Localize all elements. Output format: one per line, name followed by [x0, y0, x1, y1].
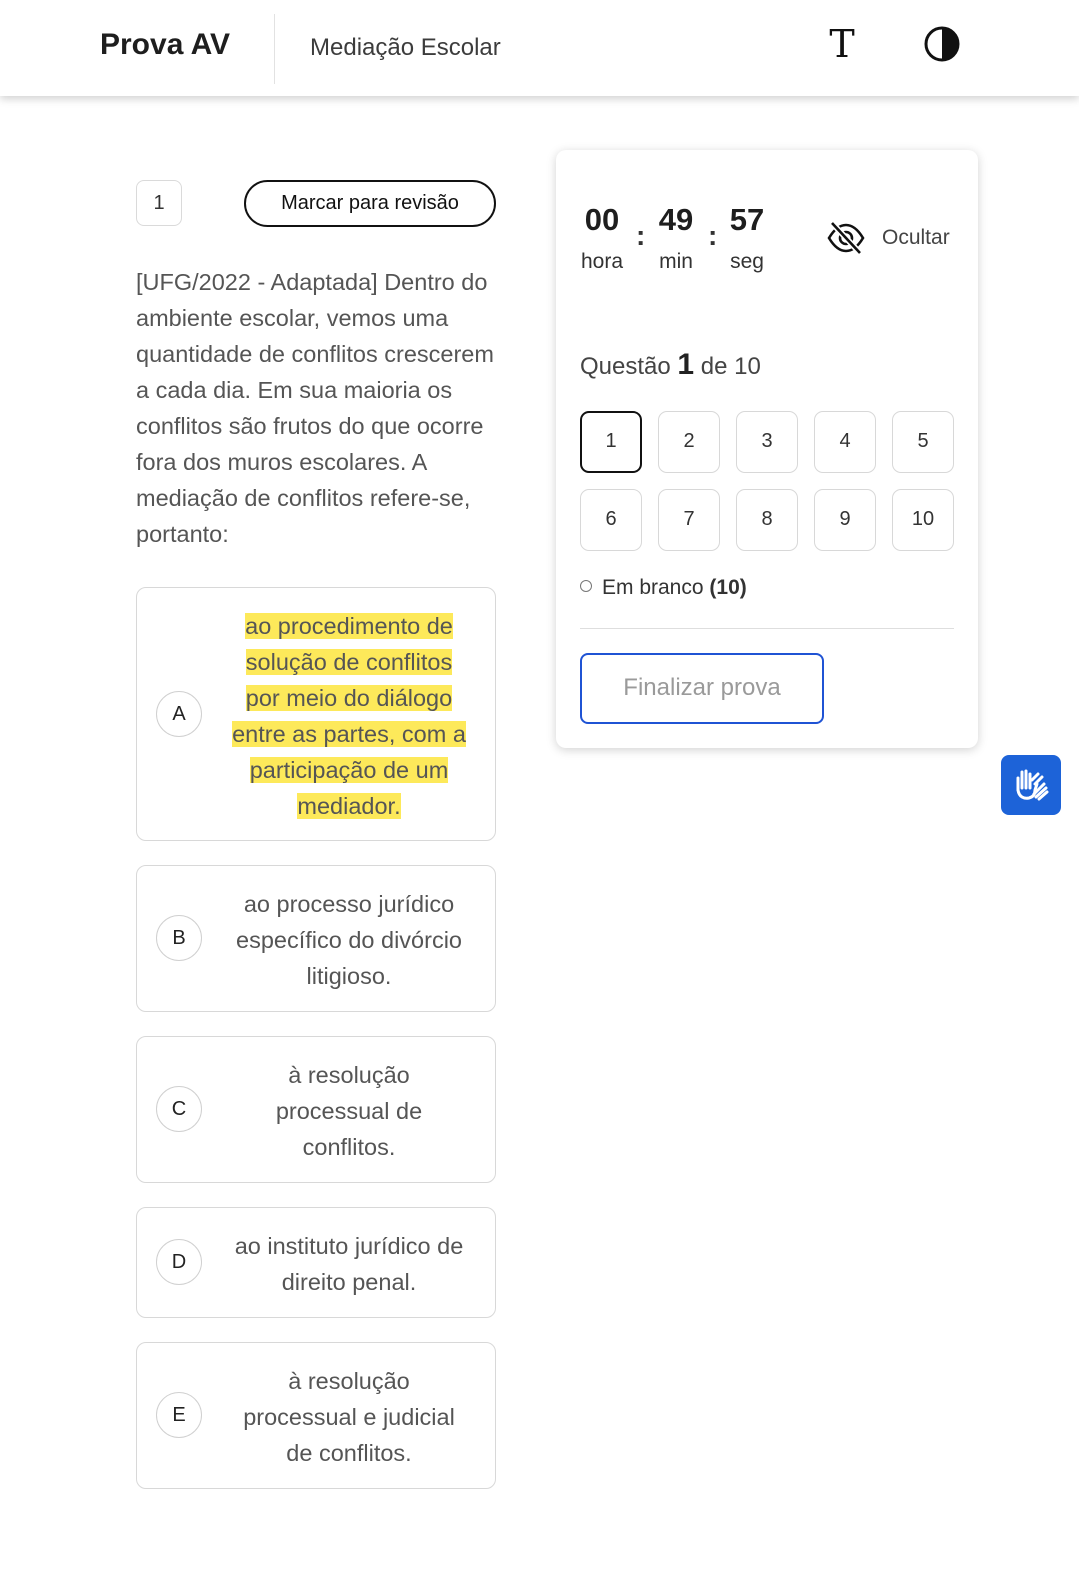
counter-middle: de: [700, 353, 728, 380]
option-line: participação de um: [249, 757, 449, 783]
counter-current: 1: [677, 348, 695, 381]
exam-side-panel: [556, 150, 978, 748]
option-line: conflitos.: [302, 1134, 396, 1160]
sign-language-button[interactable]: [1001, 755, 1061, 815]
option-line: à resolução: [288, 1368, 410, 1394]
course-title: Mediação Escolar: [310, 34, 501, 61]
question-nav-3[interactable]: 3: [736, 411, 798, 473]
question-nav-10[interactable]: 10: [892, 489, 954, 551]
option-letter: D: [156, 1239, 202, 1285]
option-line: entre as partes, com a: [232, 721, 466, 747]
option-text: [217, 1057, 481, 1165]
brand-title: Prova AV: [100, 28, 231, 61]
hide-timer-label: Ocultar: [882, 226, 950, 249]
question-nav-9[interactable]: 9: [814, 489, 876, 551]
counter-total: 10: [734, 353, 761, 380]
option-line: ao procedimento de: [245, 613, 453, 639]
blank-status-icon: [580, 580, 592, 592]
option-b[interactable]: [136, 865, 496, 1012]
timer-seconds-label: seg: [730, 250, 764, 273]
option-text: [217, 608, 481, 824]
option-line: processual e judicial: [243, 1404, 455, 1430]
option-line: direito penal.: [281, 1269, 417, 1295]
eye-off-icon: [826, 218, 866, 263]
finish-exam-button[interactable]: Finalizar prova: [580, 653, 824, 724]
question-nav-1[interactable]: 1: [580, 411, 642, 473]
top-bar: [0, 0, 1079, 96]
question-nav-8[interactable]: 8: [736, 489, 798, 551]
option-letter: E: [156, 1392, 202, 1438]
header-divider: [274, 14, 275, 84]
font-size-icon[interactable]: T: [829, 22, 855, 66]
question-counter: [580, 348, 761, 382]
option-line: de conflitos.: [286, 1440, 412, 1466]
option-a[interactable]: [136, 587, 496, 841]
question-text: [UFG/2022 - Adaptada] Dentro do ambiente escolar, vemos uma quantidade de conflitos crescerem a cada dia. Em sua maioria os conflitos são frutos do que ocorre fora dos muros escolares. A mediação de conflitos refere-se, portanto:: [136, 269, 494, 547]
option-letter: C: [156, 1086, 202, 1132]
timer-separator: :: [636, 220, 646, 251]
sign-language-hands-icon: [1010, 764, 1052, 811]
option-line: por meio do diálogo: [245, 685, 453, 711]
option-letter: B: [156, 915, 202, 961]
timer-hours-label: hora: [580, 250, 624, 273]
legend-count: (10): [709, 576, 747, 599]
question-nav-2[interactable]: 2: [658, 411, 720, 473]
option-line: à resolução: [288, 1062, 410, 1088]
timer-separator: :: [708, 220, 718, 251]
option-text: [217, 1363, 481, 1471]
timer-minutes-label: min: [659, 250, 693, 273]
option-line: processual de: [275, 1098, 423, 1124]
question-number: 1: [136, 180, 182, 226]
option-c[interactable]: [136, 1036, 496, 1183]
option-letter: A: [156, 691, 202, 737]
option-line: litigioso.: [306, 963, 392, 989]
question-nav-6[interactable]: 6: [580, 489, 642, 551]
question-nav-5[interactable]: 5: [892, 411, 954, 473]
option-text: [217, 1228, 481, 1300]
option-line: ao instituto jurídico de: [234, 1233, 464, 1259]
option-d[interactable]: [136, 1207, 496, 1318]
question-nav-7[interactable]: 7: [658, 489, 720, 551]
option-line: específico do divórcio: [236, 927, 462, 953]
blank-legend: [580, 576, 747, 600]
mark-for-review-button[interactable]: Marcar para revisão: [244, 180, 496, 227]
option-text: [217, 886, 481, 994]
hide-timer-button[interactable]: [826, 216, 966, 260]
option-e[interactable]: [136, 1342, 496, 1489]
timer-hours: 00: [584, 202, 620, 237]
legend-label: Em branco: [602, 576, 704, 599]
question-nav-4[interactable]: 4: [814, 411, 876, 473]
counter-prefix: Questão: [580, 353, 671, 380]
option-line: ao processo jurídico: [243, 891, 455, 917]
contrast-icon[interactable]: [922, 24, 962, 64]
timer-seconds: 57: [729, 202, 765, 237]
option-line: solução de conflitos: [245, 649, 453, 675]
panel-divider: [580, 628, 954, 629]
timer-minutes: 49: [658, 202, 694, 237]
option-line: mediador.: [297, 793, 401, 819]
